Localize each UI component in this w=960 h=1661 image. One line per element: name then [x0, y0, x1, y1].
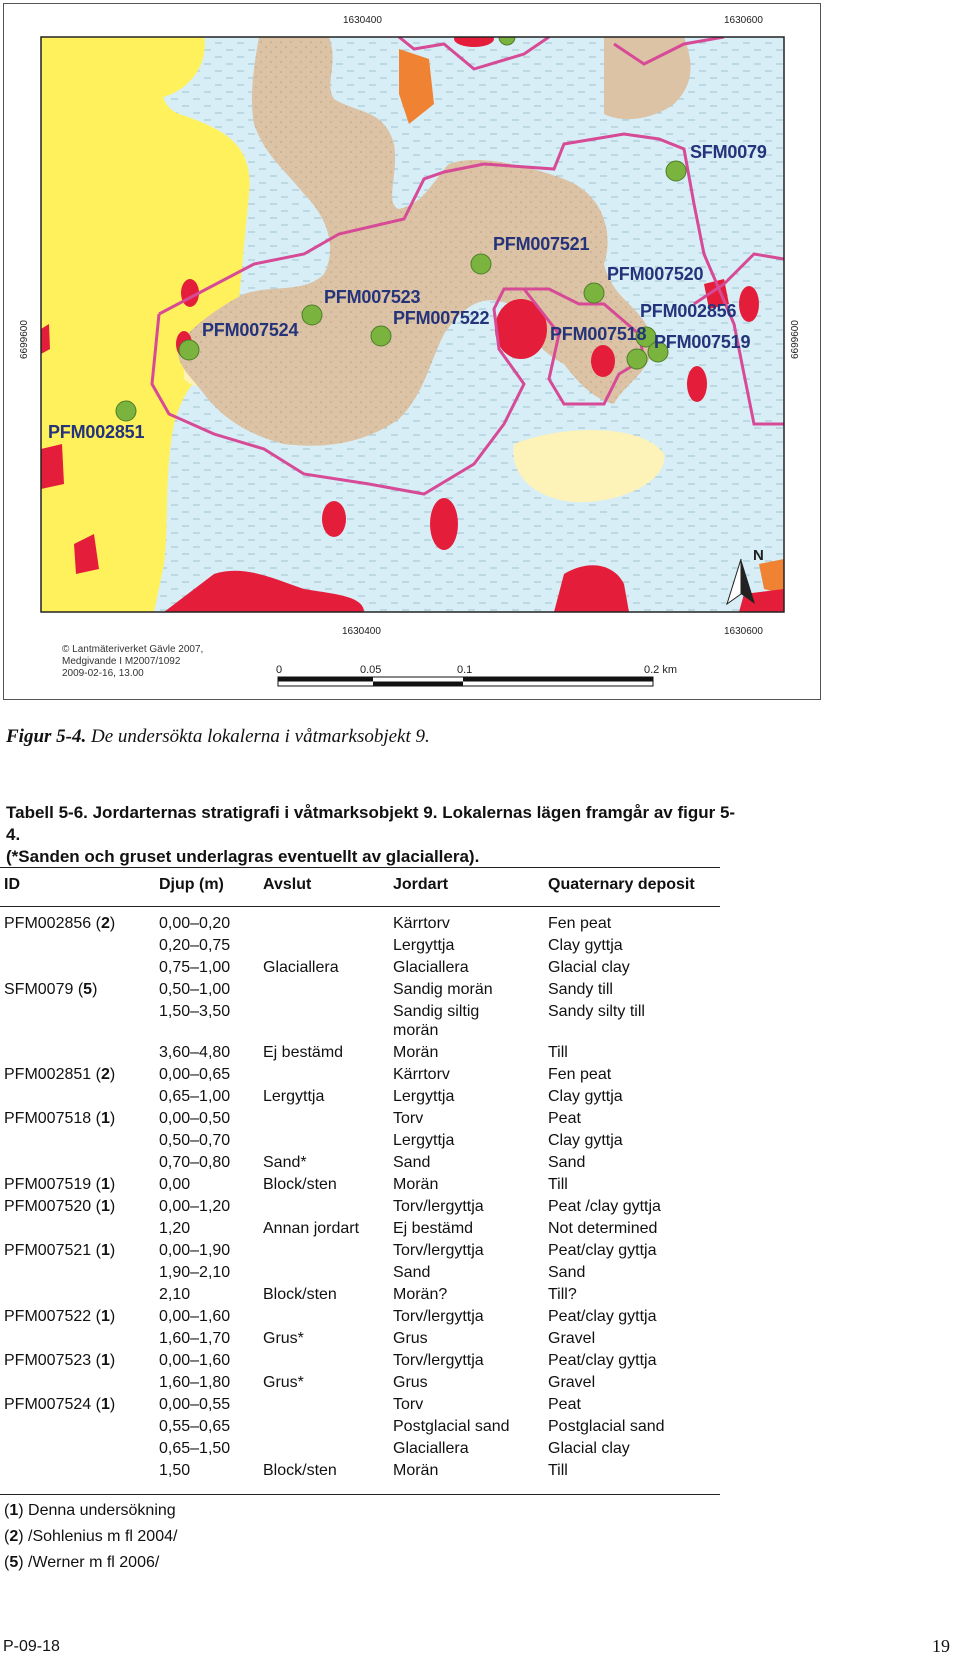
- cell-deposit: Clay gyttja: [548, 937, 623, 954]
- cell-site-id: PFM007522 (1): [4, 1308, 116, 1325]
- cell-soil: Morän?: [393, 1286, 448, 1303]
- cell-deposit: Till: [548, 1462, 568, 1479]
- cell-depth: 0,50–1,00: [159, 981, 231, 998]
- figure-label: Figur 5-4.: [6, 726, 87, 747]
- cell-deposit: Peat/clay gyttja: [548, 1352, 657, 1369]
- cell-depth: 0,00–0,50: [159, 1110, 231, 1127]
- site-marker-pfm007518: [627, 349, 647, 369]
- cell-end: Block/sten: [263, 1176, 337, 1193]
- footnote: (2) /Sohlenius m fl 2004/: [4, 1528, 178, 1545]
- cell-site-id: PFM007518 (1): [4, 1110, 116, 1127]
- figure-caption: [6, 726, 430, 748]
- coord-y-left: 6699600: [19, 320, 30, 359]
- cell-depth: 2,10: [159, 1286, 191, 1303]
- cell-soil: Grus: [393, 1374, 428, 1391]
- header-soil: Jordart: [393, 876, 449, 893]
- cell-soil: Torv/lergyttja: [393, 1242, 484, 1259]
- scale-bar: [278, 677, 653, 686]
- cell-soil: Postglacial sand: [393, 1418, 510, 1435]
- site-label-pfm007523: PFM007523: [324, 287, 421, 307]
- cell-deposit: Not determined: [548, 1220, 658, 1237]
- cell-soil: Kärrtorv: [393, 1066, 450, 1083]
- header-depth: Djup (m): [159, 876, 224, 893]
- cell-depth: 3,60–4,80: [159, 1044, 231, 1061]
- cell-soil: Grus: [393, 1330, 428, 1347]
- table-title: Tabell 5-6. Jordarternas stratigrafi i våtmarksobjekt 9. Lokalernas lägen framgår av figur 5-4. (*Sanden och gruset underlagras eventuellt av glaciallera).: [6, 803, 736, 866]
- report-id: P-09-18: [3, 1638, 60, 1655]
- cell-soil: Kärrtorv: [393, 915, 450, 932]
- cell-end: Lergyttja: [263, 1088, 325, 1105]
- footnote: (1) Denna undersökning: [4, 1502, 176, 1519]
- cell-depth: 1,50–3,50: [159, 1003, 231, 1020]
- coord-x2-top: 1630600: [724, 15, 763, 26]
- cell-soil: Torv: [393, 1110, 424, 1127]
- cell-deposit: Peat: [548, 1110, 581, 1127]
- cell-depth: 0,00–0,55: [159, 1396, 231, 1413]
- site-label-pfm007520: PFM007520: [607, 264, 704, 284]
- cell-depth: 1,20: [159, 1220, 191, 1237]
- figure-text: De undersökta lokalerna i våtmarksobjekt 9.: [91, 726, 430, 747]
- table-header-rule: [0, 906, 720, 907]
- cell-soil: Sand: [393, 1154, 431, 1171]
- cell-soil: Sandig siltig: [393, 1003, 480, 1020]
- cell-end: Annan jordart: [263, 1220, 360, 1237]
- cell-depth: 0,65–1,00: [159, 1088, 231, 1105]
- cell-soil: Sandig morän: [393, 981, 493, 998]
- scale-label-01: 0.1: [457, 664, 473, 676]
- cell-deposit: Till?: [548, 1286, 577, 1303]
- cell-soil: Morän: [393, 1462, 439, 1479]
- map-copyright: © Lantmäteriverket Gävle 2007, Medgivande I M2007/1092 2009-02-16, 13.00: [62, 644, 204, 679]
- cell-site-id: PFM002856 (2): [4, 915, 116, 932]
- table-top-rule: [0, 867, 720, 868]
- cell-soil: Ej bestämd: [393, 1220, 474, 1237]
- coord-y-right: 6699600: [790, 320, 801, 359]
- site-label-pfm007521: PFM007521: [493, 234, 590, 254]
- cell-end: Grus*: [263, 1374, 304, 1391]
- cell-site-id: PFM007523 (1): [4, 1352, 116, 1369]
- cell-end: Grus*: [263, 1330, 304, 1347]
- coord-x1-bottom: 1630400: [342, 626, 381, 637]
- cell-depth: 0,00–1,60: [159, 1352, 231, 1369]
- scale-label-02: 0.2 km: [644, 664, 678, 676]
- cell-depth: 0,00: [159, 1176, 191, 1193]
- cell-deposit: Clay gyttja: [548, 1132, 623, 1149]
- cell-depth: 1,60–1,80: [159, 1374, 231, 1391]
- cell-depth: 1,50: [159, 1462, 191, 1479]
- cell-deposit: Sand: [548, 1154, 586, 1171]
- cell-deposit: Sandy silty till: [548, 1003, 645, 1020]
- cell-end: Sand*: [263, 1154, 307, 1171]
- site-label-pfm007518: PFM007518: [550, 324, 647, 344]
- coord-x1-top: 1630400: [343, 15, 382, 26]
- cell-depth: 0,00–0,20: [159, 915, 231, 932]
- site-marker-pfm007521: [471, 254, 491, 274]
- cell-soil: Lergyttja: [393, 937, 455, 954]
- cell-deposit: Gravel: [548, 1374, 596, 1391]
- scale-label-0: 0: [276, 664, 283, 676]
- cell-site-id: SFM0079 (5): [4, 981, 98, 998]
- cell-deposit: Fen peat: [548, 915, 612, 932]
- cell-deposit: Peat/clay gyttja: [548, 1242, 657, 1259]
- cell-soil: Torv/lergyttja: [393, 1308, 484, 1325]
- cell-depth: 0,00–0,65: [159, 1066, 231, 1083]
- cell-deposit: Peat /clay gyttja: [548, 1198, 661, 1215]
- site-marker-pfm007520: [584, 283, 604, 303]
- cell-depth: 1,60–1,70: [159, 1330, 231, 1347]
- site-marker-sfm0079: [666, 161, 686, 181]
- cell-soil: Torv: [393, 1396, 424, 1413]
- cell-deposit: Sandy till: [548, 981, 613, 998]
- cell-depth: 0,50–0,70: [159, 1132, 231, 1149]
- cell-depth: 0,70–0,80: [159, 1154, 231, 1171]
- cell-soil: Sand: [393, 1264, 431, 1281]
- cell-depth: 0,55–0,65: [159, 1418, 231, 1435]
- cell-soil: Morän: [393, 1044, 439, 1061]
- cell-depth: 0,00–1,60: [159, 1308, 231, 1325]
- cell-soil: Glaciallera: [393, 1440, 469, 1457]
- cell-deposit: Fen peat: [548, 1066, 612, 1083]
- table-bottom-rule: [0, 1494, 720, 1495]
- cell-deposit: Peat/clay gyttja: [548, 1308, 657, 1325]
- cell-site-id: PFM002851 (2): [4, 1066, 116, 1083]
- cell-end: Ej bestämd: [263, 1044, 344, 1061]
- cell-depth: 0,75–1,00: [159, 959, 231, 976]
- header-end: Avslut: [263, 876, 312, 893]
- map-figure: [3, 3, 821, 700]
- cell-soil: Lergyttja: [393, 1088, 455, 1105]
- cell-depth: 0,65–1,50: [159, 1440, 231, 1457]
- footnotes: [4, 1498, 177, 1576]
- cell-depth: 1,90–2,10: [159, 1264, 231, 1281]
- header-id: ID: [4, 876, 20, 893]
- coord-x2-bottom: 1630600: [724, 626, 763, 637]
- cell-depth: 0,00–1,90: [159, 1242, 231, 1259]
- footnote: (5) /Werner m fl 2006/: [4, 1554, 160, 1571]
- cell-deposit: Postglacial sand: [548, 1418, 665, 1435]
- cell-soil-cont: morän: [393, 1022, 439, 1039]
- cell-depth: 0,20–0,75: [159, 937, 231, 954]
- site-label-pfm002851: PFM002851: [48, 422, 145, 442]
- site-label-pfm007524: PFM007524: [202, 320, 299, 340]
- header-deposit: Quaternary deposit: [548, 876, 695, 893]
- cell-deposit: Glacial clay: [548, 959, 630, 976]
- cell-deposit: Glacial clay: [548, 1440, 630, 1457]
- cell-soil: Glaciallera: [393, 959, 469, 976]
- cell-site-id: PFM007520 (1): [4, 1198, 116, 1215]
- site-label-pfm007522: PFM007522: [393, 308, 490, 328]
- scale-label-005: 0.05: [360, 664, 382, 676]
- site-marker-pfm007524: [179, 340, 199, 360]
- cell-site-id: PFM007519 (1): [4, 1176, 116, 1193]
- cell-deposit: Peat: [548, 1396, 581, 1413]
- cell-deposit: Clay gyttja: [548, 1088, 623, 1105]
- cell-end: Glaciallera: [263, 959, 339, 976]
- cell-soil: Torv/lergyttja: [393, 1198, 484, 1215]
- cell-soil: Torv/lergyttja: [393, 1352, 484, 1369]
- site-marker-pfm002851: [116, 401, 136, 421]
- site-marker-pfm007523: [302, 305, 322, 325]
- cell-end: Block/sten: [263, 1286, 337, 1303]
- cell-soil: Lergyttja: [393, 1132, 455, 1149]
- site-marker-pfm007522: [371, 326, 391, 346]
- cell-deposit: Till: [548, 1044, 568, 1061]
- cell-soil: Morän: [393, 1176, 439, 1193]
- cell-site-id: PFM007524 (1): [4, 1396, 116, 1413]
- cell-site-id: PFM007521 (1): [4, 1242, 116, 1259]
- cell-deposit: Till: [548, 1176, 568, 1193]
- cell-deposit: Gravel: [548, 1330, 596, 1347]
- cell-deposit: Sand: [548, 1264, 586, 1281]
- north-label: N: [753, 547, 764, 564]
- site-label-pfm002856: PFM002856: [640, 301, 737, 321]
- site-label-pfm007519: PFM007519: [654, 332, 751, 352]
- cell-depth: 0,00–1,20: [159, 1198, 231, 1215]
- cell-end: Block/sten: [263, 1462, 337, 1479]
- page-number: 19: [932, 1636, 950, 1656]
- site-label-sfm0079: SFM0079: [690, 142, 767, 162]
